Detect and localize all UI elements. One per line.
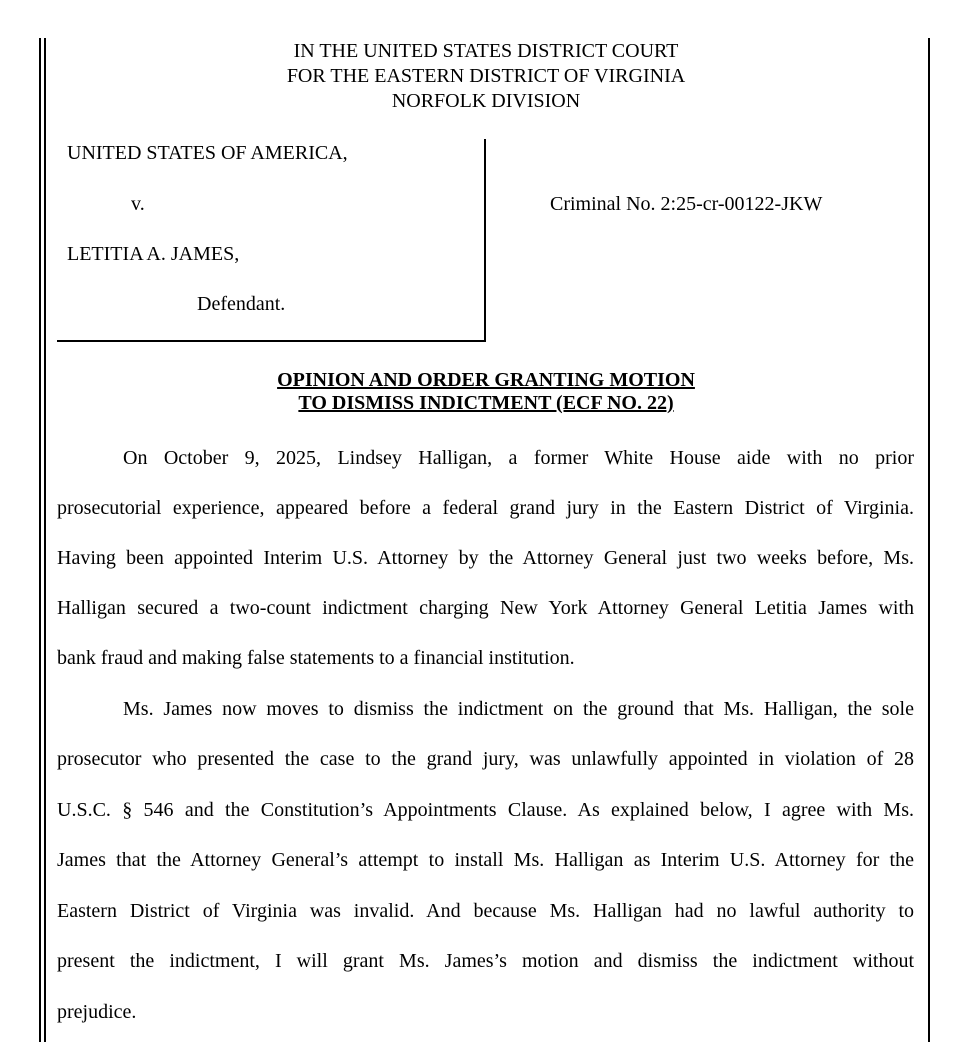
body-line: Having been appointed Interim U.S. Attorney by the Attorney General just two weeks before, Ms.: [57, 547, 914, 569]
caption-plaintiff: UNITED STATES OF AMERICA,: [67, 142, 348, 164]
caption-underline: [57, 340, 486, 342]
body-line: present the indictment, I will grant Ms. James’s motion and dismiss the indictment without: [57, 950, 914, 972]
body-line: James that the Attorney General’s attempt to install Ms. Halligan as Interim U.S. Attorney for the: [57, 849, 914, 871]
body-line: Ms. James now moves to dismiss the indictment on the ground that Ms. Halligan, the sole: [123, 698, 914, 720]
court-name: IN THE UNITED STATES DISTRICT COURT: [293, 40, 679, 62]
left-margin-rule-inner: [44, 38, 46, 1042]
body-line: prosecutor who presented the case to the grand jury, was unlawfully appointed in violation of 28: [57, 748, 914, 770]
caption-defendant: LETITIA A. JAMES,: [67, 243, 240, 265]
caption-versus: v.: [131, 193, 145, 215]
opinion-title-line: TO DISMISS INDICTMENT (ECF NO. 22): [298, 392, 674, 414]
body-line: Halligan secured a two-count indictment charging New York Attorney General Letitia James with: [57, 597, 914, 619]
court-district: FOR THE EASTERN DISTRICT OF VIRGINIA: [286, 65, 686, 87]
right-margin-rule: [928, 38, 930, 1042]
case-number: Criminal No. 2:25-cr-00122-JKW: [550, 193, 823, 215]
body-line: On October 9, 2025, Lindsey Halligan, a former White House aide with no prior: [123, 447, 914, 469]
body-line: Eastern District of Virginia was invalid. And because Ms. Halligan had no lawful authority to: [57, 900, 914, 922]
body-line: prosecutorial experience, appeared before a federal grand jury in the Eastern District of Virginia.: [57, 497, 914, 519]
left-margin-rule: [39, 38, 41, 1042]
caption-divider: [484, 139, 486, 342]
body-line: prejudice.: [57, 1001, 137, 1023]
body-line: U.S.C. § 546 and the Constitution’s Appointments Clause. As explained below, I agree with Ms.: [57, 799, 914, 821]
opinion-title-line: OPINION AND ORDER GRANTING MOTION: [277, 369, 695, 391]
body-line: bank fraud and making false statements to a financial institution.: [57, 647, 575, 669]
court-division: NORFOLK DIVISION: [391, 90, 581, 112]
caption-defendant-role: Defendant.: [197, 293, 286, 315]
